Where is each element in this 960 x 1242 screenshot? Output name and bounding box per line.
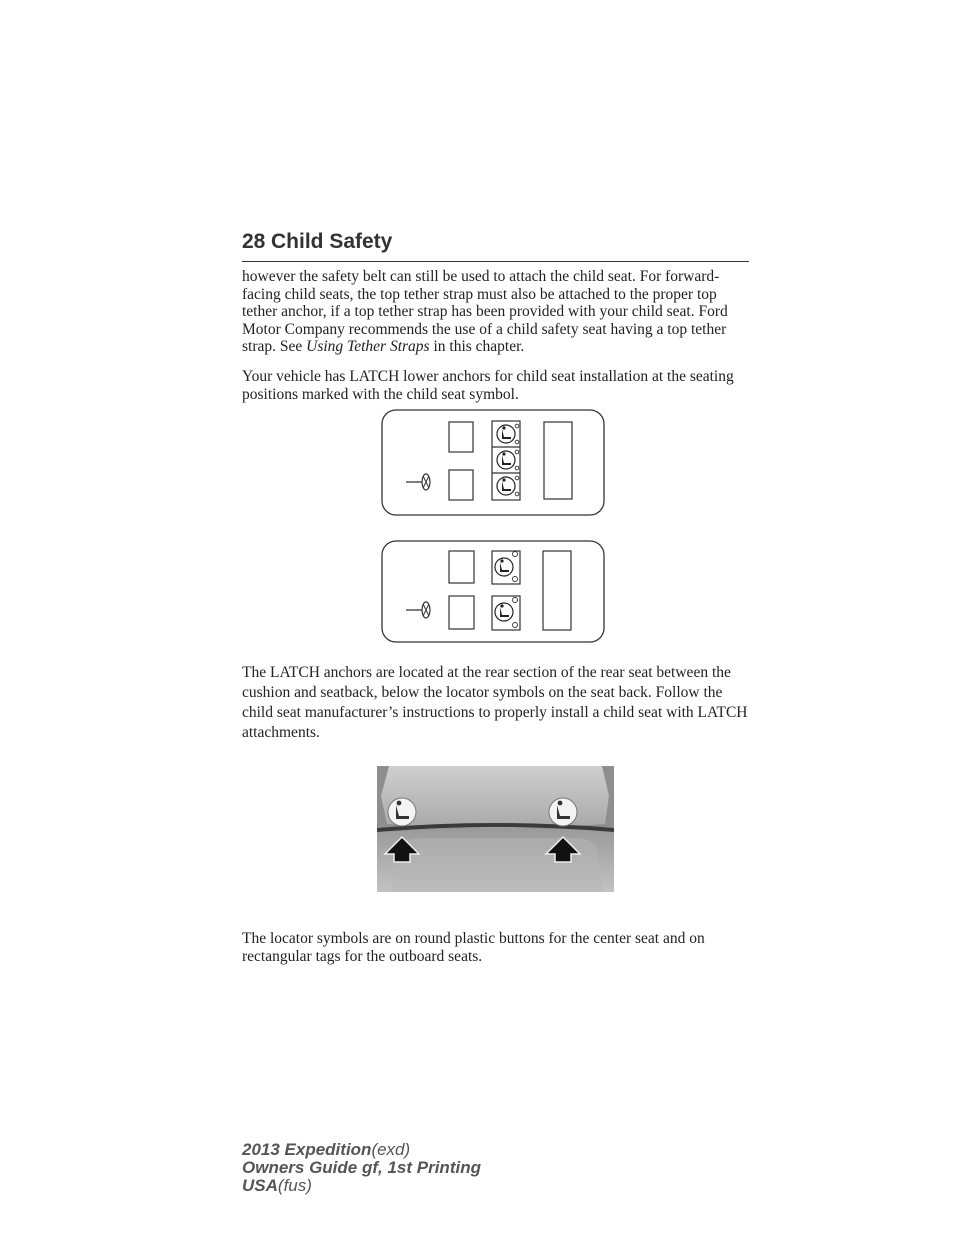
front-passenger-seat xyxy=(449,422,473,452)
child-seat-icon xyxy=(495,558,513,576)
page-number: 28 xyxy=(242,230,266,253)
child-seat-icon xyxy=(497,451,515,469)
child-seat-icon xyxy=(388,798,416,826)
driver-seat xyxy=(449,470,473,500)
page-header xyxy=(242,230,749,262)
footer-line-market xyxy=(242,1177,481,1195)
child-seat-icon xyxy=(495,603,513,621)
driver-seat xyxy=(449,596,474,629)
paragraph-locator-symbols: The locator symbols are on round plastic buttons for the center seat and on rectangular tags for the outboard seats. xyxy=(242,930,705,965)
footer-market: USA xyxy=(242,1176,278,1195)
third-row-bench xyxy=(543,551,571,630)
chapter-title: Child Safety xyxy=(271,230,393,253)
footer-market-code: (fus) xyxy=(277,1176,312,1195)
seating-diagram-three-seat xyxy=(381,409,605,516)
document-footer xyxy=(242,1141,481,1195)
paragraph-text: in this chapter. xyxy=(429,338,525,355)
cross-reference-link[interactable]: Using Tether Straps xyxy=(306,338,430,355)
footer-line-model xyxy=(242,1141,481,1159)
footer-guide-name: Owners Guide gf, 1st Printing xyxy=(242,1158,481,1177)
paragraph-text: however the safety belt can still be used to attach the child seat. For forward-facing child seats, the top tether strap must also be attached to the proper top tether anchor, if a top tether strap has been provided with your child seat. Ford Motor Company recommends the use of a child safety seat having a top tether strap. See xyxy=(242,268,728,355)
child-seat-icon xyxy=(497,477,515,495)
paragraph-latch-intro: Your vehicle has LATCH lower anchors for child seat installation at the seating positions marked with the child seat symbol. xyxy=(242,368,734,403)
third-row-bench xyxy=(544,422,572,499)
child-seat-icon xyxy=(497,425,515,443)
paragraph-tether-info xyxy=(242,268,752,356)
front-passenger-seat xyxy=(449,551,474,583)
footer-model-code: (exd) xyxy=(371,1140,411,1159)
latch-locator-photo xyxy=(377,766,614,892)
footer-line-guide xyxy=(242,1159,481,1177)
paragraph-latch-location: The LATCH anchors are located at the rear section of the rear seat between the cushion and seatback, below the locator symbols on the seat back. Follow the child seat manufacturer’s instructions to properly install a child seat with LATCH attachments. xyxy=(242,664,748,741)
footer-model-name: 2013 Expedition xyxy=(242,1140,372,1159)
child-seat-icon xyxy=(549,798,577,826)
seating-diagram-two-seat xyxy=(381,540,605,643)
